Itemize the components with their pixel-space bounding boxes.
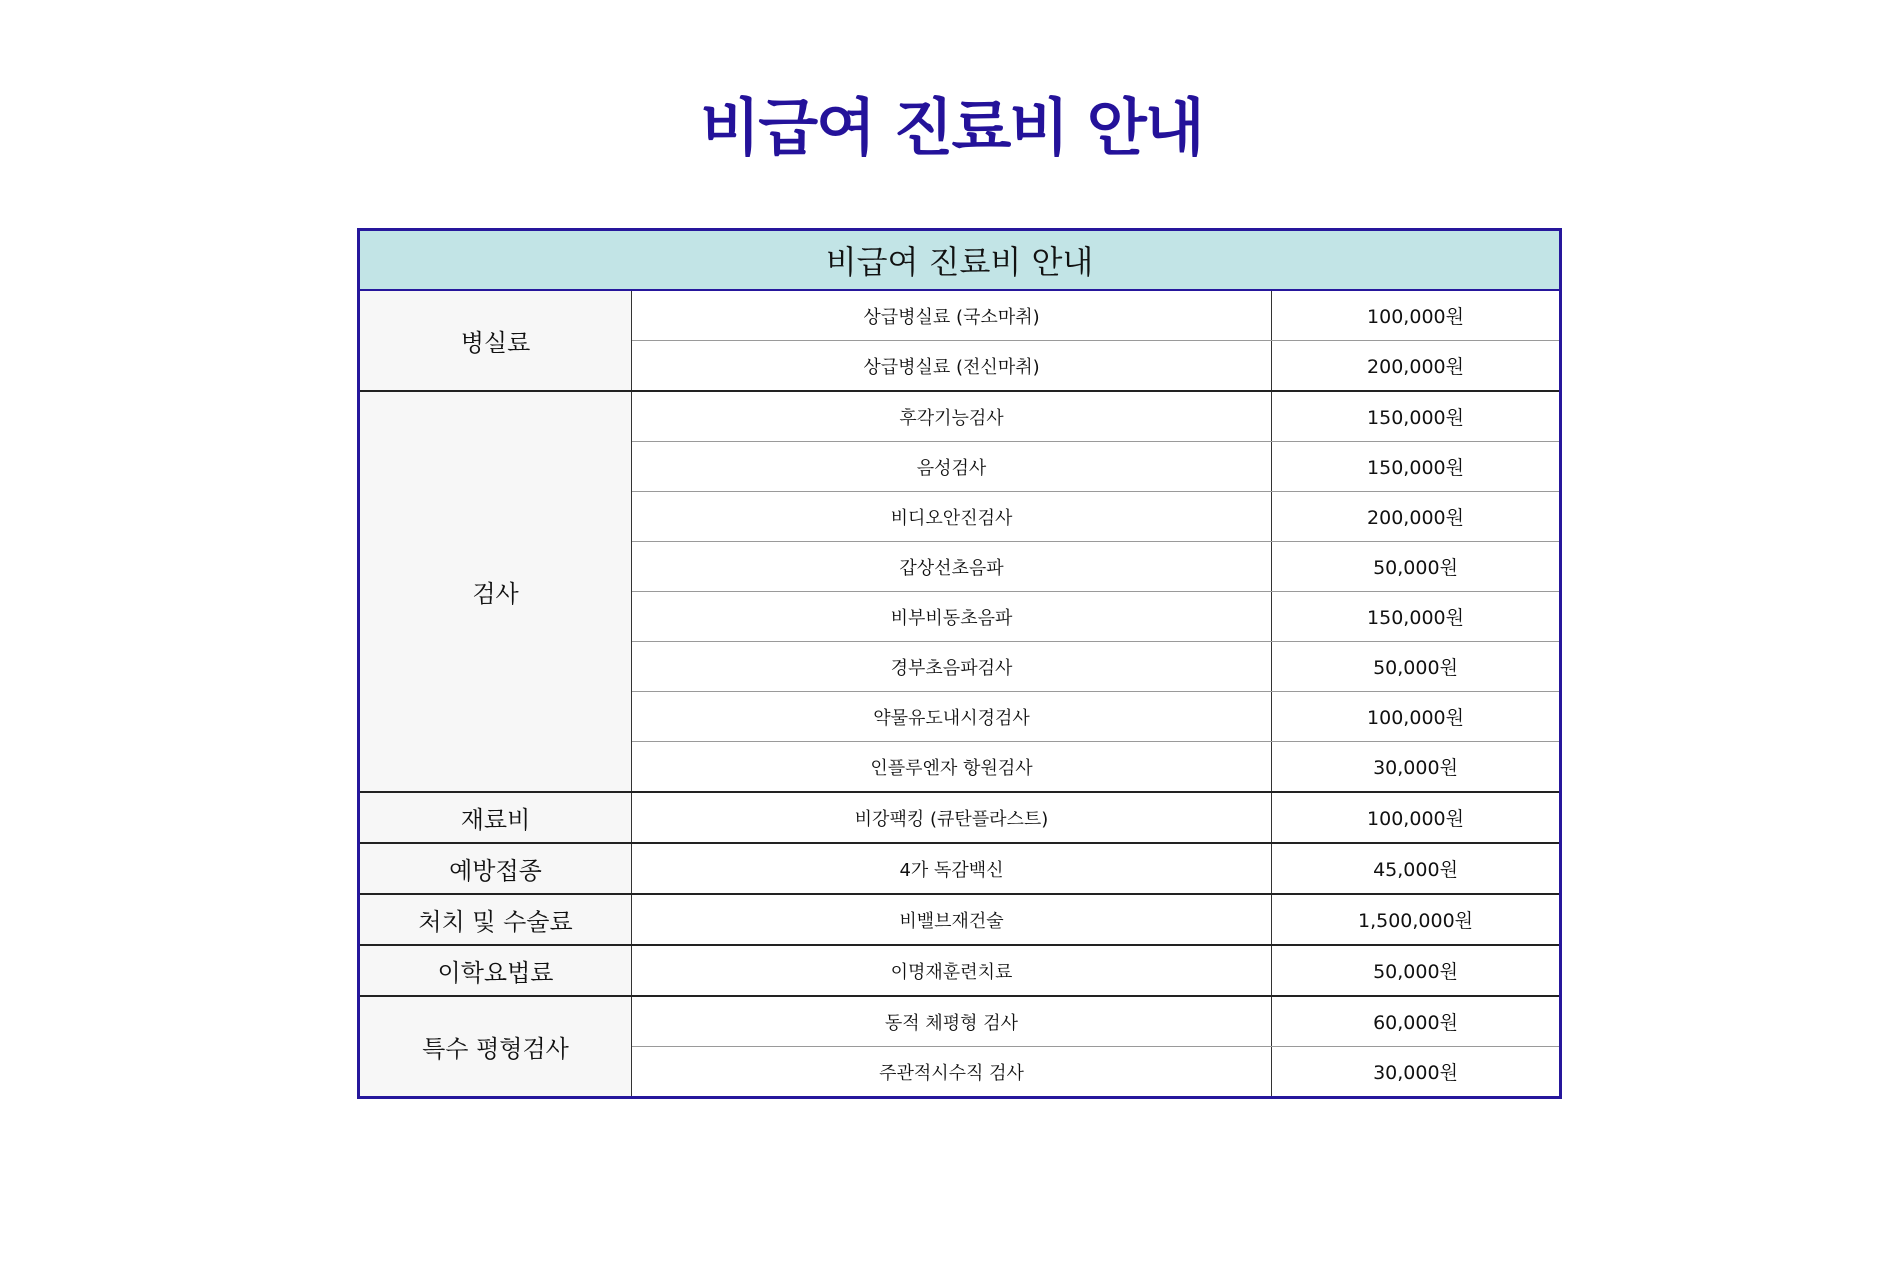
price-cell: 30,000원 bbox=[1373, 1062, 1458, 1084]
price-cell: 150,000원 bbox=[1272, 391, 1561, 442]
price-cell: 45,000원 bbox=[1272, 843, 1561, 894]
category-cell: 처치 및 수술료 bbox=[359, 894, 632, 945]
item-name-cell: 음성검사 bbox=[632, 442, 1272, 492]
item-name-cell: 주관적시수직 검사 bbox=[632, 1047, 1272, 1098]
item-name-cell: 비밸브재건술 bbox=[632, 894, 1272, 945]
category-cell: 예방접종 bbox=[359, 843, 632, 894]
price-cell: 60,000원 bbox=[1272, 996, 1561, 1047]
price-cell: 150,000원 bbox=[1272, 592, 1561, 642]
item-name-cell: 비디오안진검사 bbox=[632, 492, 1272, 542]
item-name-cell: 이명재훈련치료 bbox=[632, 945, 1272, 996]
price-cell: 50,000원 bbox=[1272, 642, 1561, 692]
price-cell: 50,000원 bbox=[1272, 542, 1561, 592]
item-name-cell: 상급병실료 (국소마취) bbox=[632, 290, 1272, 341]
price-cell: 100,000원 bbox=[1272, 692, 1561, 742]
table-caption-row bbox=[359, 230, 1561, 291]
fee-table bbox=[357, 228, 1562, 1099]
page-title: 비급여 진료비 안내 bbox=[700, 91, 1203, 164]
fee-table-body bbox=[359, 290, 1561, 1098]
item-name-cell: 비부비동초음파 bbox=[632, 592, 1272, 642]
table-row bbox=[359, 894, 1561, 945]
table-row bbox=[359, 843, 1561, 894]
price-cell: 30,000원 bbox=[1272, 742, 1561, 793]
item-name-cell: 경부초음파검사 bbox=[632, 642, 1272, 692]
price-cell: 150,000원 bbox=[1272, 442, 1561, 492]
price-cell: 1,500,000원 bbox=[1272, 894, 1561, 945]
table-row bbox=[359, 792, 1561, 843]
category-cell: 특수 평형검사 bbox=[359, 996, 632, 1098]
item-name-cell: 약물유도내시경검사 bbox=[632, 692, 1272, 742]
item-name-cell: 상급병실료 (전신마취) bbox=[632, 341, 1272, 392]
price-cell: 50,000원 bbox=[1272, 945, 1561, 996]
category-cell: 이학요법료 bbox=[359, 945, 632, 996]
table-row bbox=[359, 945, 1561, 996]
item-name-cell: 갑상선초음파 bbox=[632, 542, 1272, 592]
item-name-cell: 후각기능검사 bbox=[632, 391, 1272, 442]
item-name-cell: 인플루엔자 항원검사 bbox=[632, 742, 1272, 793]
table-row bbox=[359, 996, 1561, 1047]
table-row bbox=[359, 391, 1561, 442]
item-name-cell: 비강팩킹 (큐탄플라스트) bbox=[632, 792, 1272, 843]
price-cell: 200,000원 bbox=[1272, 341, 1561, 392]
table-row bbox=[359, 290, 1561, 341]
price-cell: 100,000원 bbox=[1272, 290, 1561, 341]
category-cell: 재료비 bbox=[359, 792, 632, 843]
category-cell: 병실료 bbox=[359, 290, 632, 391]
table-caption: 비급여 진료비 안내 bbox=[359, 230, 1561, 291]
price-cell: 100,000원 bbox=[1272, 792, 1561, 843]
item-name-cell: 동적 체평형 검사 bbox=[632, 996, 1272, 1047]
category-cell: 검사 bbox=[359, 391, 632, 792]
item-name-cell: 4가 독감백신 bbox=[632, 843, 1272, 894]
price-cell: 200,000원 bbox=[1272, 492, 1561, 542]
